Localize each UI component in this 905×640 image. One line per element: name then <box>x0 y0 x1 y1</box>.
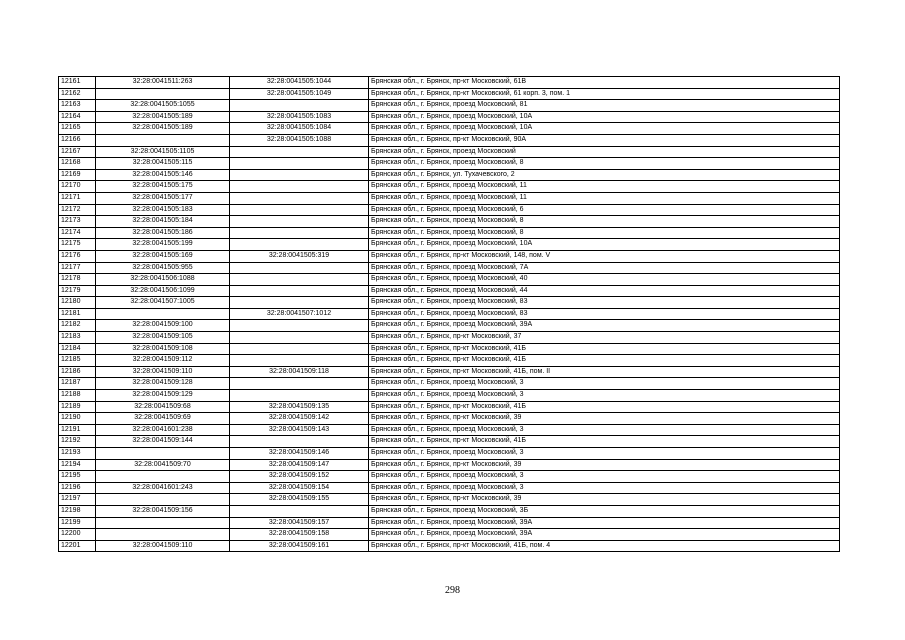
address-cell: Брянская обл., г. Брянск, пр-кт Московский, 39 <box>369 459 840 471</box>
row-number-cell: 12201 <box>59 540 96 552</box>
building-number-cell: 32:28:0041509:142 <box>230 413 369 425</box>
row-number-cell: 12177 <box>59 262 96 274</box>
table-row <box>59 320 840 332</box>
row-number-cell: 12171 <box>59 192 96 204</box>
cadastral-number-cell: 32:28:0041507:1005 <box>96 297 230 309</box>
cadastral-number-cell <box>96 471 230 483</box>
building-number-cell <box>230 146 369 158</box>
building-number-cell <box>230 169 369 181</box>
cadastral-number-cell: 32:28:0041505:199 <box>96 239 230 251</box>
cadastral-number-cell: 32:28:0041601:243 <box>96 482 230 494</box>
building-number-cell: 32:28:0041509:152 <box>230 471 369 483</box>
address-cell: Брянская обл., г. Брянск, проезд Московский, 83 <box>369 297 840 309</box>
row-number-cell: 12167 <box>59 146 96 158</box>
page-number: 298 <box>445 585 460 596</box>
building-number-cell <box>230 355 369 367</box>
address-cell: Брянская обл., г. Брянск, проезд Московский, 6 <box>369 204 840 216</box>
row-number-cell: 12181 <box>59 308 96 320</box>
table-row <box>59 158 840 170</box>
address-cell: Брянская обл., г. Брянск, ул. Тухачевского, 2 <box>369 169 840 181</box>
row-number-cell: 12168 <box>59 158 96 170</box>
cadastral-number-cell: 32:28:0041505:186 <box>96 227 230 239</box>
row-number-cell: 12176 <box>59 250 96 262</box>
address-cell: Брянская обл., г. Брянск, проезд Московский, 10А <box>369 111 840 123</box>
cadastral-number-cell <box>96 88 230 100</box>
cadastral-number-cell <box>96 494 230 506</box>
row-number-cell: 12197 <box>59 494 96 506</box>
building-number-cell <box>230 436 369 448</box>
row-number-cell: 12184 <box>59 343 96 355</box>
building-number-cell <box>230 262 369 274</box>
row-number-cell: 12200 <box>59 529 96 541</box>
table-row <box>59 192 840 204</box>
table-row <box>59 390 840 402</box>
building-number-cell <box>230 390 369 402</box>
table-row <box>59 77 840 89</box>
cadastral-number-cell <box>96 517 230 529</box>
address-cell: Брянская обл., г. Брянск, пр-кт Московский, 37 <box>369 332 840 344</box>
address-cell: Брянская обл., г. Брянск, проезд Московский, 44 <box>369 285 840 297</box>
row-number-cell: 12165 <box>59 123 96 135</box>
cadastral-number-cell: 32:28:0041511:263 <box>96 77 230 89</box>
address-cell: Брянская обл., г. Брянск, проезд Московский, 3 <box>369 448 840 460</box>
row-number-cell: 12163 <box>59 100 96 112</box>
cadastral-number-cell <box>96 448 230 460</box>
building-number-cell <box>230 332 369 344</box>
table-row <box>59 366 840 378</box>
table-row <box>59 343 840 355</box>
address-cell: Брянская обл., г. Брянск, проезд Московский, 8 <box>369 216 840 228</box>
row-number-cell: 12199 <box>59 517 96 529</box>
row-number-cell: 12175 <box>59 239 96 251</box>
building-number-cell <box>230 378 369 390</box>
building-number-cell: 32:28:0041505:1083 <box>230 111 369 123</box>
cadastral-number-cell: 32:28:0041509:128 <box>96 378 230 390</box>
table-row <box>59 436 840 448</box>
table-row <box>59 100 840 112</box>
building-number-cell: 32:28:0041505:319 <box>230 250 369 262</box>
cadastral-number-cell: 32:28:0041509:156 <box>96 505 230 517</box>
table-row <box>59 285 840 297</box>
table-row <box>59 262 840 274</box>
row-number-cell: 12193 <box>59 448 96 460</box>
building-number-cell <box>230 100 369 112</box>
building-number-cell: 32:28:0041509:147 <box>230 459 369 471</box>
address-cell: Брянская обл., г. Брянск, пр-кт Московский, 41Б <box>369 401 840 413</box>
cadastral-number-cell: 32:28:0041601:238 <box>96 424 230 436</box>
row-number-cell: 12172 <box>59 204 96 216</box>
table-row <box>59 239 840 251</box>
cadastral-number-cell <box>96 308 230 320</box>
building-number-cell: 32:28:0041509:157 <box>230 517 369 529</box>
address-cell: Брянская обл., г. Брянск, пр-кт Московский, 61В <box>369 77 840 89</box>
row-number-cell: 12178 <box>59 274 96 286</box>
address-cell: Брянская обл., г. Брянск, пр-кт Московский, 41Б <box>369 355 840 367</box>
building-number-cell <box>230 158 369 170</box>
address-cell: Брянская обл., г. Брянск, проезд Московский, 3Б <box>369 505 840 517</box>
building-number-cell <box>230 343 369 355</box>
table-row <box>59 448 840 460</box>
table-row <box>59 169 840 181</box>
address-cell: Брянская обл., г. Брянск, пр-кт Московский, 41Б <box>369 343 840 355</box>
cadastral-number-cell: 32:28:0041505:184 <box>96 216 230 228</box>
building-number-cell: 32:28:0041509:118 <box>230 366 369 378</box>
building-number-cell <box>230 239 369 251</box>
row-number-cell: 12187 <box>59 378 96 390</box>
row-number-cell: 12161 <box>59 77 96 89</box>
row-number-cell: 12190 <box>59 413 96 425</box>
address-cell: Брянская обл., г. Брянск, проезд Московский <box>369 146 840 158</box>
row-number-cell: 12174 <box>59 227 96 239</box>
table-row <box>59 355 840 367</box>
cadastral-number-cell <box>96 134 230 146</box>
row-number-cell: 12180 <box>59 297 96 309</box>
table-row <box>59 459 840 471</box>
table-row <box>59 274 840 286</box>
address-cell: Брянская обл., г. Брянск, проезд Московский, 83 <box>369 308 840 320</box>
cadastral-number-cell: 32:28:0041505:175 <box>96 181 230 193</box>
cadastral-number-cell: 32:28:0041509:105 <box>96 332 230 344</box>
address-cell: Брянская обл., г. Брянск, пр-кт Московский, 148, пом. V <box>369 250 840 262</box>
cadastral-number-cell: 32:28:0041509:110 <box>96 540 230 552</box>
address-cell: Брянская обл., г. Брянск, пр-кт Московский, 39 <box>369 494 840 506</box>
building-number-cell <box>230 204 369 216</box>
table-row <box>59 482 840 494</box>
row-number-cell: 12186 <box>59 366 96 378</box>
table-row <box>59 297 840 309</box>
building-number-cell <box>230 216 369 228</box>
cadastral-number-cell: 32:28:0041505:183 <box>96 204 230 216</box>
building-number-cell: 32:28:0041509:161 <box>230 540 369 552</box>
table-row <box>59 424 840 436</box>
table-row <box>59 146 840 158</box>
cadastral-number-cell: 32:28:0041505:177 <box>96 192 230 204</box>
address-cell: Брянская обл., г. Брянск, пр-кт Московский, 41Б, пом. 4 <box>369 540 840 552</box>
cadastral-number-cell: 32:28:0041505:146 <box>96 169 230 181</box>
building-number-cell: 32:28:0041505:1084 <box>230 123 369 135</box>
building-number-cell <box>230 181 369 193</box>
building-number-cell: 32:28:0041505:1044 <box>230 77 369 89</box>
row-number-cell: 12173 <box>59 216 96 228</box>
table-row <box>59 517 840 529</box>
address-cell: Брянская обл., г. Брянск, проезд Московский, 10А <box>369 239 840 251</box>
table-row <box>59 88 840 100</box>
address-cell: Брянская обл., г. Брянск, проезд Московский, 40 <box>369 274 840 286</box>
building-number-cell <box>230 227 369 239</box>
cadastral-number-cell: 32:28:0041509:68 <box>96 401 230 413</box>
table-row <box>59 204 840 216</box>
building-number-cell: 32:28:0041509:143 <box>230 424 369 436</box>
table-row <box>59 494 840 506</box>
building-number-cell: 32:28:0041507:1012 <box>230 308 369 320</box>
address-cell: Брянская обл., г. Брянск, проезд Московский, 39А <box>369 320 840 332</box>
address-cell: Брянская обл., г. Брянск, проезд Московский, 10А <box>369 123 840 135</box>
cadastral-number-cell: 32:28:0041509:108 <box>96 343 230 355</box>
cadastral-number-cell: 32:28:0041505:1055 <box>96 100 230 112</box>
table-row <box>59 111 840 123</box>
address-cell: Брянская обл., г. Брянск, проезд Московский, 39А <box>369 517 840 529</box>
cadastral-number-cell <box>96 529 230 541</box>
table-row <box>59 216 840 228</box>
table-row <box>59 332 840 344</box>
building-number-cell <box>230 285 369 297</box>
table-row <box>59 529 840 541</box>
cadastral-number-cell: 32:28:0041505:115 <box>96 158 230 170</box>
row-number-cell: 12170 <box>59 181 96 193</box>
cadastral-number-cell: 32:28:0041509:69 <box>96 413 230 425</box>
records-table-body <box>59 77 840 552</box>
table-row <box>59 471 840 483</box>
table-row <box>59 401 840 413</box>
row-number-cell: 12179 <box>59 285 96 297</box>
address-cell: Брянская обл., г. Брянск, проезд Московский, 11 <box>369 181 840 193</box>
building-number-cell: 32:28:0041509:135 <box>230 401 369 413</box>
cadastral-number-cell: 32:28:0041506:1099 <box>96 285 230 297</box>
address-cell: Брянская обл., г. Брянск, пр-кт Московский, 41Б <box>369 436 840 448</box>
cadastral-number-cell: 32:28:0041505:955 <box>96 262 230 274</box>
building-number-cell: 32:28:0041505:1049 <box>230 88 369 100</box>
cadastral-number-cell: 32:28:0041505:169 <box>96 250 230 262</box>
table-row <box>59 123 840 135</box>
address-cell: Брянская обл., г. Брянск, проезд Московский, 7А <box>369 262 840 274</box>
address-cell: Брянская обл., г. Брянск, проезд Московский, 3 <box>369 390 840 402</box>
building-number-cell: 32:28:0041509:154 <box>230 482 369 494</box>
cadastral-number-cell: 32:28:0041505:189 <box>96 123 230 135</box>
table-row <box>59 250 840 262</box>
row-number-cell: 12185 <box>59 355 96 367</box>
building-number-cell <box>230 192 369 204</box>
address-cell: Брянская обл., г. Брянск, проезд Московский, 11 <box>369 192 840 204</box>
cadastral-number-cell: 32:28:0041509:112 <box>96 355 230 367</box>
cadastral-number-cell: 32:28:0041509:129 <box>96 390 230 402</box>
table-row <box>59 181 840 193</box>
address-cell: Брянская обл., г. Брянск, пр-кт Московский, 90А <box>369 134 840 146</box>
address-cell: Брянская обл., г. Брянск, пр-кт Московский, 41Б, пом. II <box>369 366 840 378</box>
building-number-cell <box>230 274 369 286</box>
address-cell: Брянская обл., г. Брянск, пр-кт Московский, 61 корп. 3, пом. 1 <box>369 88 840 100</box>
row-number-cell: 12192 <box>59 436 96 448</box>
cadastral-number-cell: 32:28:0041505:1105 <box>96 146 230 158</box>
building-number-cell: 32:28:0041509:158 <box>230 529 369 541</box>
cadastral-number-cell: 32:28:0041505:189 <box>96 111 230 123</box>
row-number-cell: 12198 <box>59 505 96 517</box>
row-number-cell: 12195 <box>59 471 96 483</box>
address-cell: Брянская обл., г. Брянск, пр-кт Московский, 39 <box>369 413 840 425</box>
cadastral-number-cell: 32:28:0041509:110 <box>96 366 230 378</box>
address-cell: Брянская обл., г. Брянск, проезд Московский, 3 <box>369 482 840 494</box>
building-number-cell <box>230 320 369 332</box>
table-row <box>59 505 840 517</box>
records-table <box>58 76 840 552</box>
cadastral-number-cell: 32:28:0041509:144 <box>96 436 230 448</box>
row-number-cell: 12194 <box>59 459 96 471</box>
table-row <box>59 134 840 146</box>
cadastral-number-cell: 32:28:0041509:100 <box>96 320 230 332</box>
building-number-cell <box>230 505 369 517</box>
row-number-cell: 12166 <box>59 134 96 146</box>
table-row <box>59 227 840 239</box>
row-number-cell: 12182 <box>59 320 96 332</box>
table-row <box>59 378 840 390</box>
row-number-cell: 12164 <box>59 111 96 123</box>
building-number-cell <box>230 297 369 309</box>
cadastral-number-cell: 32:28:0041509:70 <box>96 459 230 471</box>
building-number-cell: 32:28:0041509:155 <box>230 494 369 506</box>
address-cell: Брянская обл., г. Брянск, проезд Московский, 8 <box>369 158 840 170</box>
row-number-cell: 12169 <box>59 169 96 181</box>
row-number-cell: 12162 <box>59 88 96 100</box>
address-cell: Брянская обл., г. Брянск, проезд Московский, 39А <box>369 529 840 541</box>
row-number-cell: 12183 <box>59 332 96 344</box>
address-cell: Брянская обл., г. Брянск, проезд Московский, 3 <box>369 471 840 483</box>
address-cell: Брянская обл., г. Брянск, проезд Московский, 8 <box>369 227 840 239</box>
building-number-cell: 32:28:0041505:1088 <box>230 134 369 146</box>
row-number-cell: 12189 <box>59 401 96 413</box>
address-cell: Брянская обл., г. Брянск, проезд Московский, 3 <box>369 378 840 390</box>
cadastral-number-cell: 32:28:0041506:1088 <box>96 274 230 286</box>
row-number-cell: 12191 <box>59 424 96 436</box>
row-number-cell: 12188 <box>59 390 96 402</box>
table-row <box>59 413 840 425</box>
address-cell: Брянская обл., г. Брянск, проезд Московский, 81 <box>369 100 840 112</box>
building-number-cell: 32:28:0041509:146 <box>230 448 369 460</box>
row-number-cell: 12196 <box>59 482 96 494</box>
table-row <box>59 308 840 320</box>
address-cell: Брянская обл., г. Брянск, проезд Московский, 3 <box>369 424 840 436</box>
table-row <box>59 540 840 552</box>
